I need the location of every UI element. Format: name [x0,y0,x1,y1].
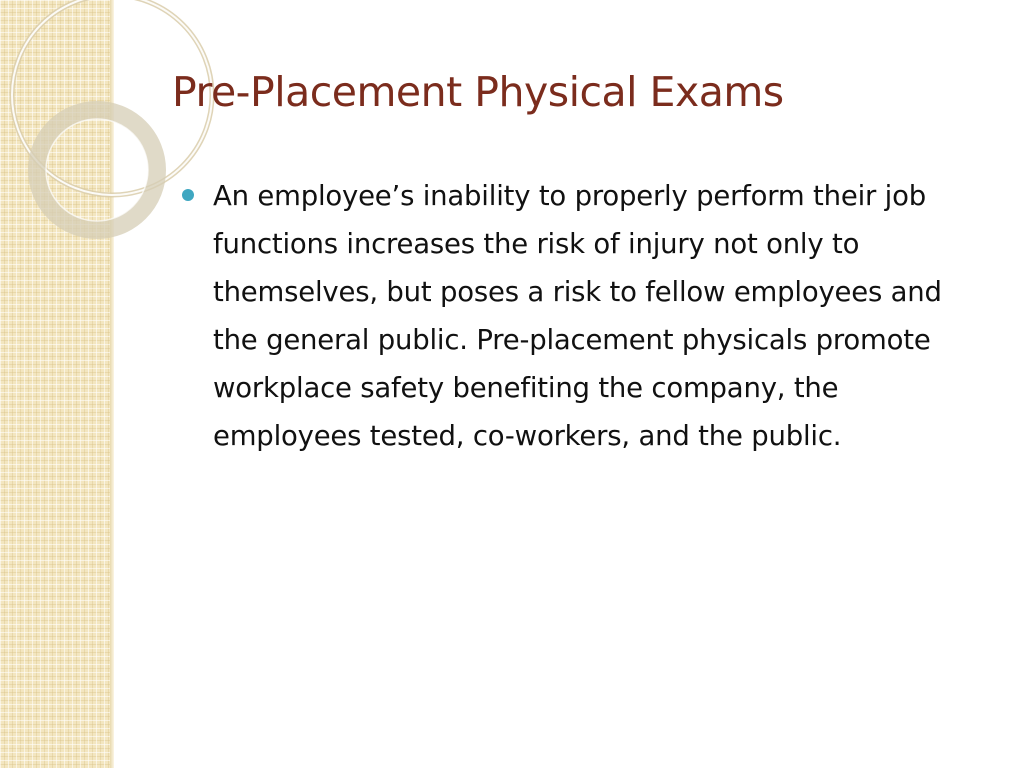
small-ring [37,110,157,230]
bullet-list [178,172,978,460]
decorative-rings-graphic [0,0,200,260]
bullet-text: An employee’s inability to properly perform their job functions increases the risk of injury not only to themselves, but poses a risk to fellow employees and the general public. Pre-placement physicals promote workplace safety benefiting the company, the employees tested, co-workers, and the public. [213,180,942,452]
bullet-dot-icon [182,189,194,201]
slide-title: Pre-Placement Physical Exams [172,68,784,116]
bullet-item [178,172,978,460]
small-ring-inner-edge [46,119,148,221]
